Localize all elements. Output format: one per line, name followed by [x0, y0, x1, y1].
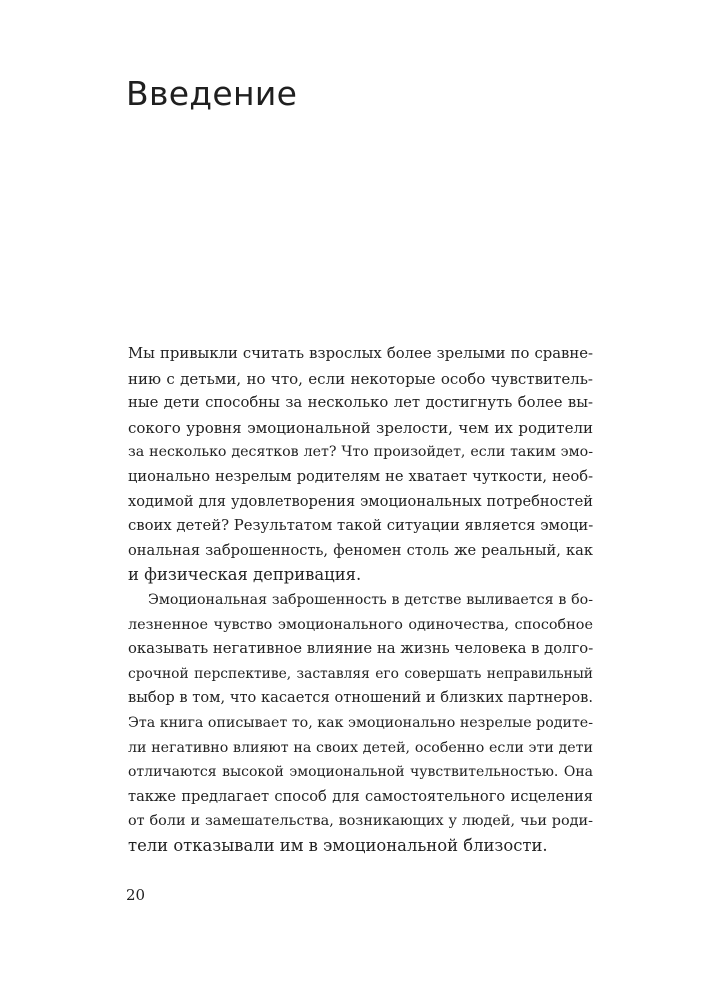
text-line: срочной перспективе, заставляя его совершать неправильный — [128, 665, 593, 682]
text-line: ли негативно влияют на своих детей, особенно если эти дети — [128, 739, 593, 756]
text-line: также предлагает способ для самостоятельного исцеления — [128, 787, 593, 805]
text-line: выбор в том, что касается отношений и близких партнеров. — [128, 689, 593, 707]
text-line: сокого уровня эмоциональной зрелости, чем их родители — [128, 418, 593, 437]
paragraph-1 — [128, 342, 593, 588]
body-text — [128, 342, 593, 858]
text-line: от боли и замешательства, возникающих у людей, чьи роди- — [128, 813, 593, 830]
paragraph-2 — [128, 588, 593, 859]
text-line: Эмоциональная заброшенность в детстве выливается в бо- — [148, 591, 593, 608]
text-line: тели отказывали им в эмоциональной близости. — [128, 835, 548, 855]
text-line: за несколько десятков лет? Что произойдет, если таким эмо- — [128, 444, 593, 461]
text-line: ные дети способны за несколько лет достигнуть более вы- — [128, 394, 593, 412]
text-line: Эта книга описывает то, как эмоционально незрелые родите- — [128, 714, 593, 731]
text-line: нию с детьми, но что, если некоторые особо чувствитель- — [128, 369, 593, 388]
text-line: оказывать негативное влияние на жизнь человека в долго- — [128, 640, 594, 658]
chapter-title: Введение — [126, 74, 298, 113]
text-line: ональная заброшенность, феномен столь же реальный, как — [128, 541, 593, 559]
text-line: и физическая депривация. — [128, 565, 362, 585]
text-line: лезненное чувство эмоционального одиночества, способное — [128, 616, 593, 633]
text-line: Мы привыкли считать взрослых более зрелыми по сравне- — [128, 345, 593, 362]
text-line: ционально незрелым родителям не хватает чуткости, необ- — [128, 467, 593, 485]
text-line: отличаются высокой эмоциональной чувствительностью. Она — [128, 764, 593, 781]
page-number: 20 — [126, 886, 146, 904]
text-line: своих детей? Результатом такой ситуации является эмоци- — [128, 517, 594, 535]
text-line: ходимой для удовлетворения эмоциональных потребностей — [128, 492, 593, 510]
